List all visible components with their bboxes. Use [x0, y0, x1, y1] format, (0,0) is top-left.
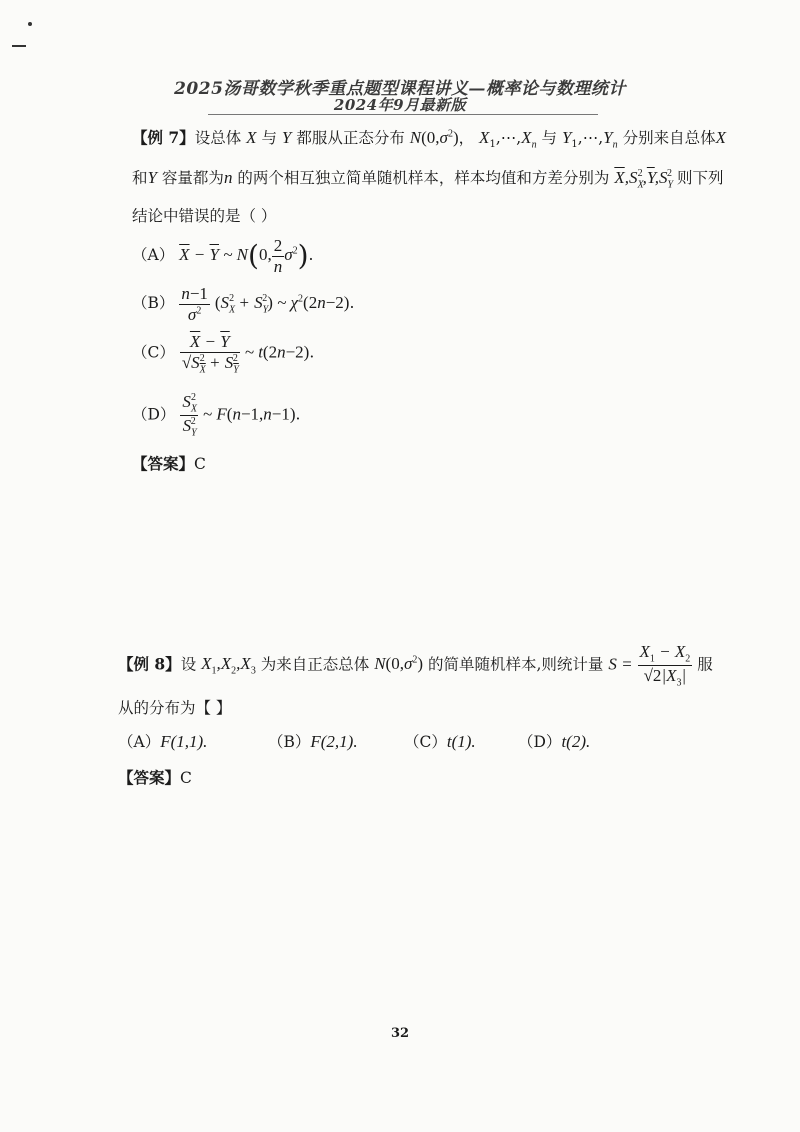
ex7-option-c: （C） $\frac{\overline{X} - \overline{Y}}{√S_X^2 + S_Y^2}$ ~ t(2n−2). — [132, 332, 315, 375]
header-title: 2025汤哥数学秋季重点题型课程讲义—概率论与数理统计 — [174, 79, 626, 99]
ex7-option-b: （B） $\frac{n-1}{\sigma^2}$ $(S_X^2 + S_Y^2)$ ~ $\chi^2(2n-2)$. — [132, 284, 355, 324]
ex8-line1: 【例 8】设 $X_1,X_2,X_3$ 为来自正态总体 $N(0,\sigma^2)$ 的简单随机样本,则统计量 S = $\frac{X_1 - X_2}{√2|X_3|}$ 服 — [118, 642, 713, 689]
ex7-option-d: （D） $\frac{S_X^2}{S_Y^2}$ ~ F(n−1,n−1). — [132, 392, 301, 439]
ex8-option-a: （A）F(1,1). — [118, 732, 208, 751]
page-number: 32 — [390, 1026, 410, 1041]
ex7-line3: 结论中错误的是（ ） — [132, 207, 277, 225]
ex8-option-b: （B）F(2,1). — [268, 732, 358, 751]
scan-mark — [12, 45, 26, 47]
ex8-tag: 【例 8】 — [118, 654, 181, 674]
ex7-answer: 【答案】C — [132, 454, 206, 473]
ex7-line1: 【例 7】设总体 X 与 Y 都服从正态分布 $N(0,\sigma^2)$， $X_1,\cdots,X_n$ 与 $Y_1,\cdots,Y_n$ 分别来自总体X — [132, 128, 726, 151]
ex8-option-d: （D）t(2). — [518, 732, 591, 751]
header-divider — [208, 114, 598, 115]
ex7-line2: 和Y 容量都为n 的两个相互独立简单随机样本，样本均值和方差分别为 $\overline{X},S_X^2,\overline{Y},S_Y^2$ 则下列 — [132, 168, 724, 191]
scan-dot — [28, 22, 32, 26]
header-subtitle: 2024年9月最新版 — [333, 96, 467, 114]
ex7-tag: 【例 7】 — [132, 128, 195, 147]
ex8-answer: 【答案】C — [118, 768, 192, 787]
ex7-option-a: （A） $\overline{X} - \overline{Y}$ ~ N(0, $\frac{2}{n}$ $\sigma^2$). — [132, 236, 314, 276]
ex8-option-c: （C）t(1). — [404, 732, 476, 751]
ex8-line2: 从的分布为【 】 — [118, 699, 232, 717]
